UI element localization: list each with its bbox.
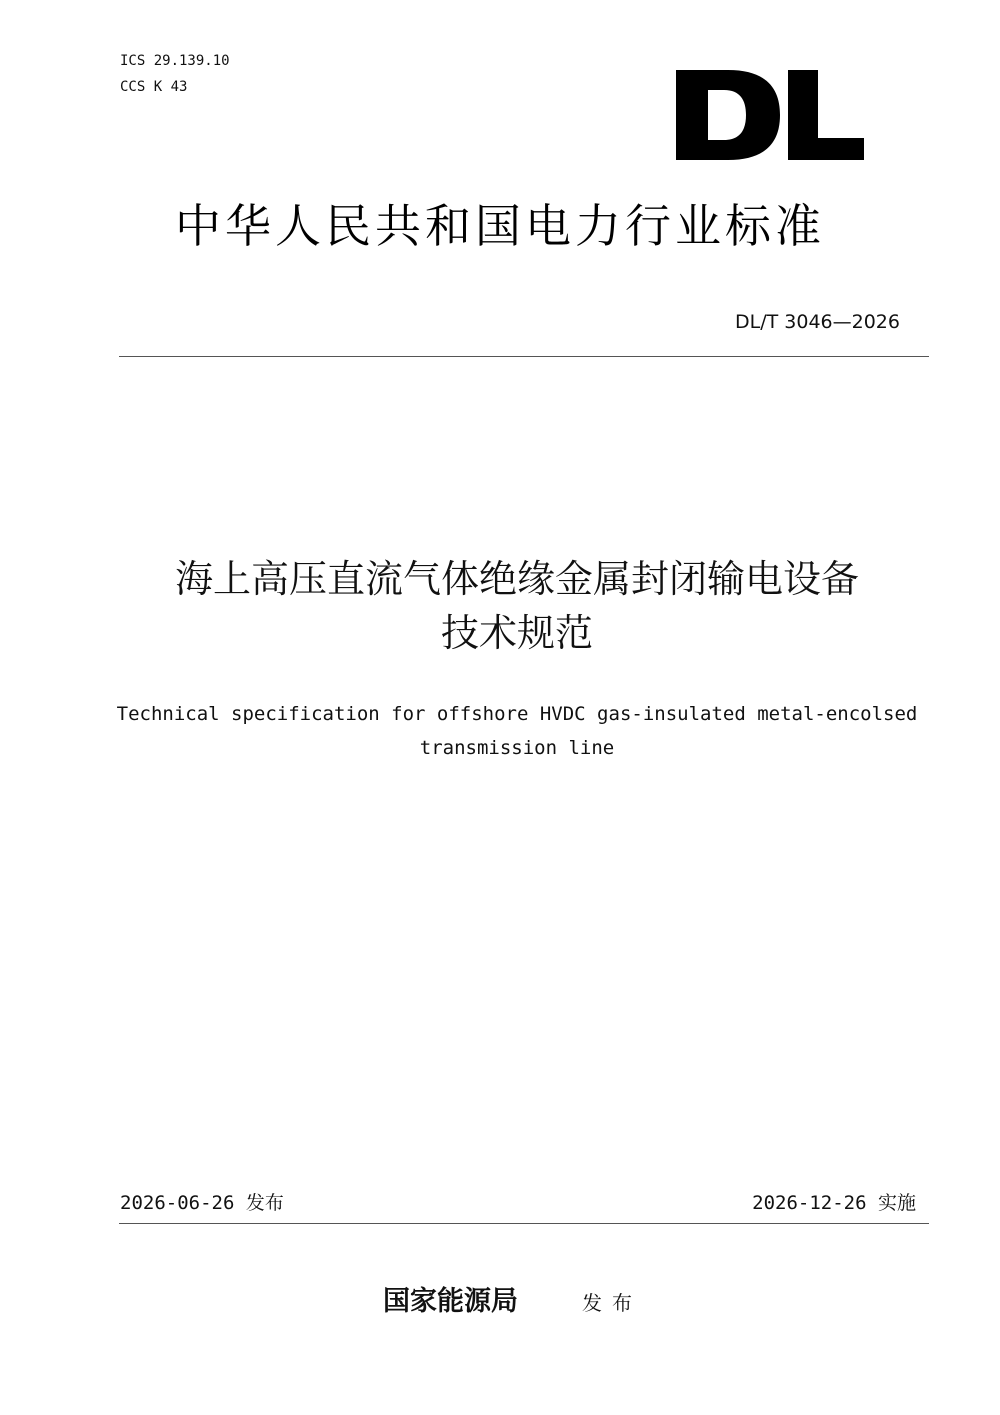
standard-category-title: 中华人民共和国电力行业标准 (175, 199, 825, 253)
top-divider (119, 356, 929, 357)
bottom-divider (119, 1223, 929, 1224)
issuer-action: 发布 (582, 1291, 642, 1315)
title-zh-line2: 技术规范 (440, 611, 593, 655)
ccs-code: CCS K 43 (120, 79, 188, 95)
title-en-line2: transmission line (419, 737, 615, 759)
dl-logo (676, 70, 864, 160)
ics-code: ICS 29.139.10 (120, 53, 230, 69)
standard-number: DL/T 3046—2026 (735, 311, 900, 333)
issue-date: 2026-06-26 发布 (120, 1192, 284, 1214)
implementation-date: 2026-12-26 实施 (752, 1192, 916, 1214)
title-zh-line1: 海上高压直流气体绝缘金属封闭输电设备 (174, 557, 859, 601)
document-title-zh (0, 552, 1000, 660)
document-title-en (100, 697, 934, 765)
title-en-line1: Technical specification for offshore HVDC gas-insulated metal-encolsed (116, 703, 918, 725)
issuer-name: 国家能源局 (383, 1286, 518, 1317)
